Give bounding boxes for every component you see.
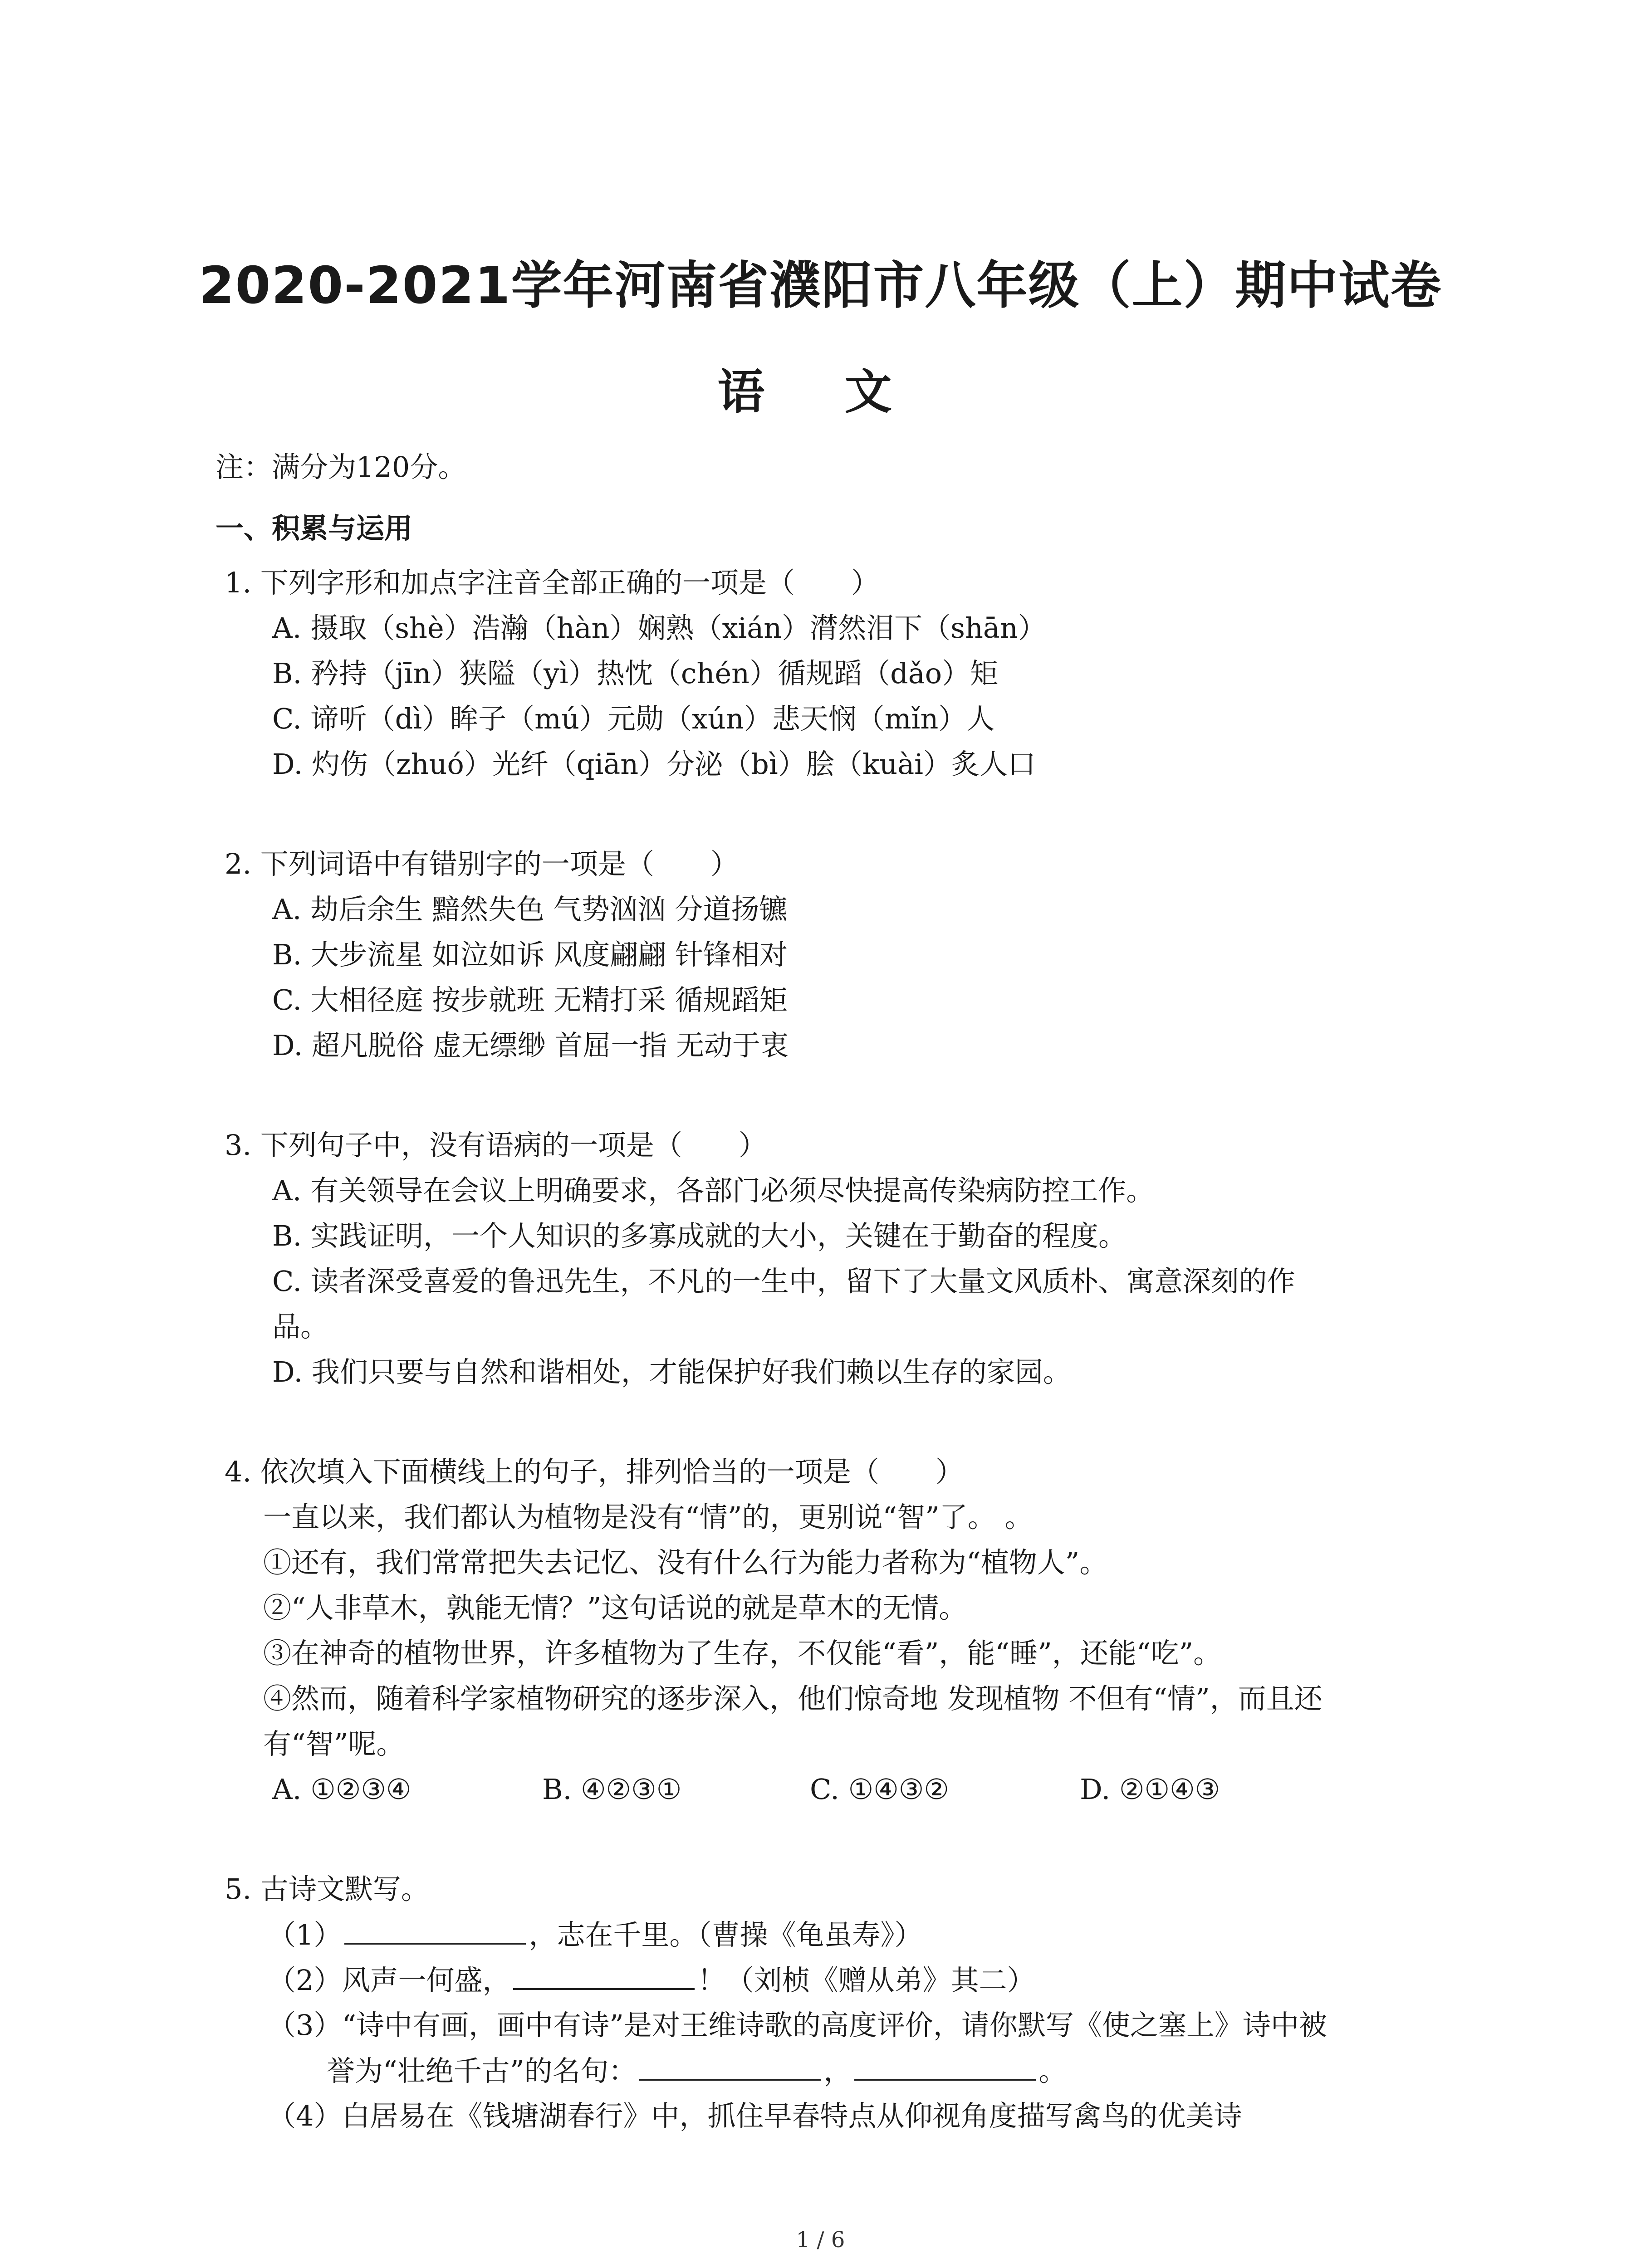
page-number: 1 / 6	[796, 2227, 845, 2253]
question-4-option-d: D. ②①④③	[1080, 1773, 1220, 1806]
question-2-option-a: A. 劫后余生 黯然失色 气势汹汹 分道扬镳	[272, 893, 788, 926]
part-text: ！（刘桢《赠从弟》其二）	[697, 1964, 1035, 1997]
question-5-part-4	[268, 2098, 1242, 2134]
question-5-part-1	[268, 1916, 922, 1953]
question-2-stem: 2. 下列词语中有错别字的一项是（ ）	[225, 847, 739, 880]
question-5-part-3	[268, 2007, 1327, 2043]
question-1-stem: 1. 下列字形和加点字注音全部正确的一项是（ ）	[225, 566, 879, 599]
question-4-sentence-3: ③在神奇的植物世界，许多植物为了生存，不仅能“看”，能“睡”，还能“吃”。	[263, 1637, 1222, 1670]
part-text: 誉为“壮绝千古”的名句：	[327, 2054, 637, 2087]
question-4-sentence-1: ①还有，我们常常把失去记忆、没有什么行为能力者称为“植物人”。	[263, 1546, 1108, 1579]
question-4-option-a: A. ①②③④	[272, 1773, 411, 1806]
question-1-option-d: D. 灼伤（zhuó）光纤（qiān）分泌（bì）脍（kuài）炙人口	[272, 748, 1036, 781]
question-3-option-b: B. 实践证明，一个人知识的多寡成就的大小，关键在于勤奋的程度。	[272, 1219, 1127, 1252]
fill-blank[interactable]	[344, 1916, 526, 1945]
question-2-option-d: D. 超凡脱俗 虚无缥缈 首屈一指 无动于衷	[272, 1029, 789, 1062]
fill-blank[interactable]	[513, 1962, 695, 1990]
question-4-option-c: C. ①④③②	[810, 1773, 949, 1806]
score-note: 注：满分为120分。	[216, 450, 466, 484]
question-4-sentence-4-cont: 有“智”呢。	[263, 1727, 405, 1760]
question-2-option-b: B. 大步流星 如泣如诉 风度翩翩 针锋相对	[272, 938, 788, 971]
question-5-part-2	[268, 1962, 1035, 1999]
end-mark: 。	[1038, 2054, 1067, 2087]
question-4-stem: 4. 依次填入下面横线上的句子，排列恰当的一项是（ ）	[225, 1455, 964, 1488]
question-3-stem: 3. 下列句子中，没有语病的一项是（ ）	[225, 1129, 767, 1162]
part-text: 风声一何盛，	[342, 1964, 511, 1997]
question-3-option-d: D. 我们只要与自然和谐相处，才能保护好我们赖以生存的家园。	[272, 1355, 1071, 1388]
question-2-option-c: C. 大相径庭 按步就班 无精打采 循规蹈矩	[272, 983, 788, 1017]
part-number: （1）	[268, 1918, 342, 1951]
question-5-part-3-cont	[327, 2053, 1067, 2089]
part-text: ，志在千里。（曹操《龟虽寿》）	[529, 1918, 923, 1951]
fill-blank[interactable]	[854, 2053, 1036, 2081]
question-1-option-b: B. 矜持（jīn）狭隘（yì）热忱（chén）循规蹈（dǎo）矩	[272, 657, 999, 690]
separator: ，	[823, 2054, 852, 2087]
question-3-option-a: A. 有关领导在会议上明确要求，各部门必须尽快提高传染病防控工作。	[272, 1174, 1155, 1207]
page-subtitle: 语 文	[717, 364, 924, 420]
question-4-sentence-4: ④然而，随着科学家植物研究的逐步深入，他们惊奇地 发现植物 不但有“情”，而且还	[263, 1682, 1323, 1715]
part-text: “诗中有画，画中有诗”是对王维诗歌的高度评价，请你默写《使之塞上》诗中被	[342, 2009, 1327, 2042]
part-number: （3）	[268, 2009, 342, 2042]
question-4-sentence-2: ②“人非草木，孰能无情？”这句话说的就是草木的无情。	[263, 1591, 967, 1624]
section-heading: 一、积累与运用	[216, 512, 413, 545]
question-3-option-c: C. 读者深受喜爱的鲁迅先生，不凡的一生中，留下了大量文风质朴、寓意深刻的作	[272, 1265, 1295, 1298]
question-4-intro: 一直以来，我们都认为植物是没有“情”的，更别说“智”了。 。	[263, 1501, 1033, 1534]
fill-blank[interactable]	[639, 2053, 821, 2081]
question-1-option-c: C. 谛听（dì）眸子（mú）元勋（xún）悲天悯（mǐn）人	[272, 702, 995, 735]
part-number: （4）	[268, 2099, 342, 2132]
question-3-option-c-cont: 品。	[272, 1310, 329, 1343]
question-5-stem: 5. 古诗文默写。	[225, 1872, 429, 1906]
part-number: （2）	[268, 1964, 342, 1997]
question-4-option-b: B. ④②③①	[542, 1773, 682, 1806]
part-text: 白居易在《钱塘湖春行》中，抓住早春特点从仰视角度描写禽鸟的优美诗	[342, 2099, 1242, 2132]
question-1-option-a: A. 摄取（shè）浩瀚（hàn）娴熟（xián）潸然泪下（shān）	[272, 611, 1046, 645]
page-title: 2020-2021学年河南省濮阳市八年级（上）期中试卷	[199, 256, 1442, 315]
